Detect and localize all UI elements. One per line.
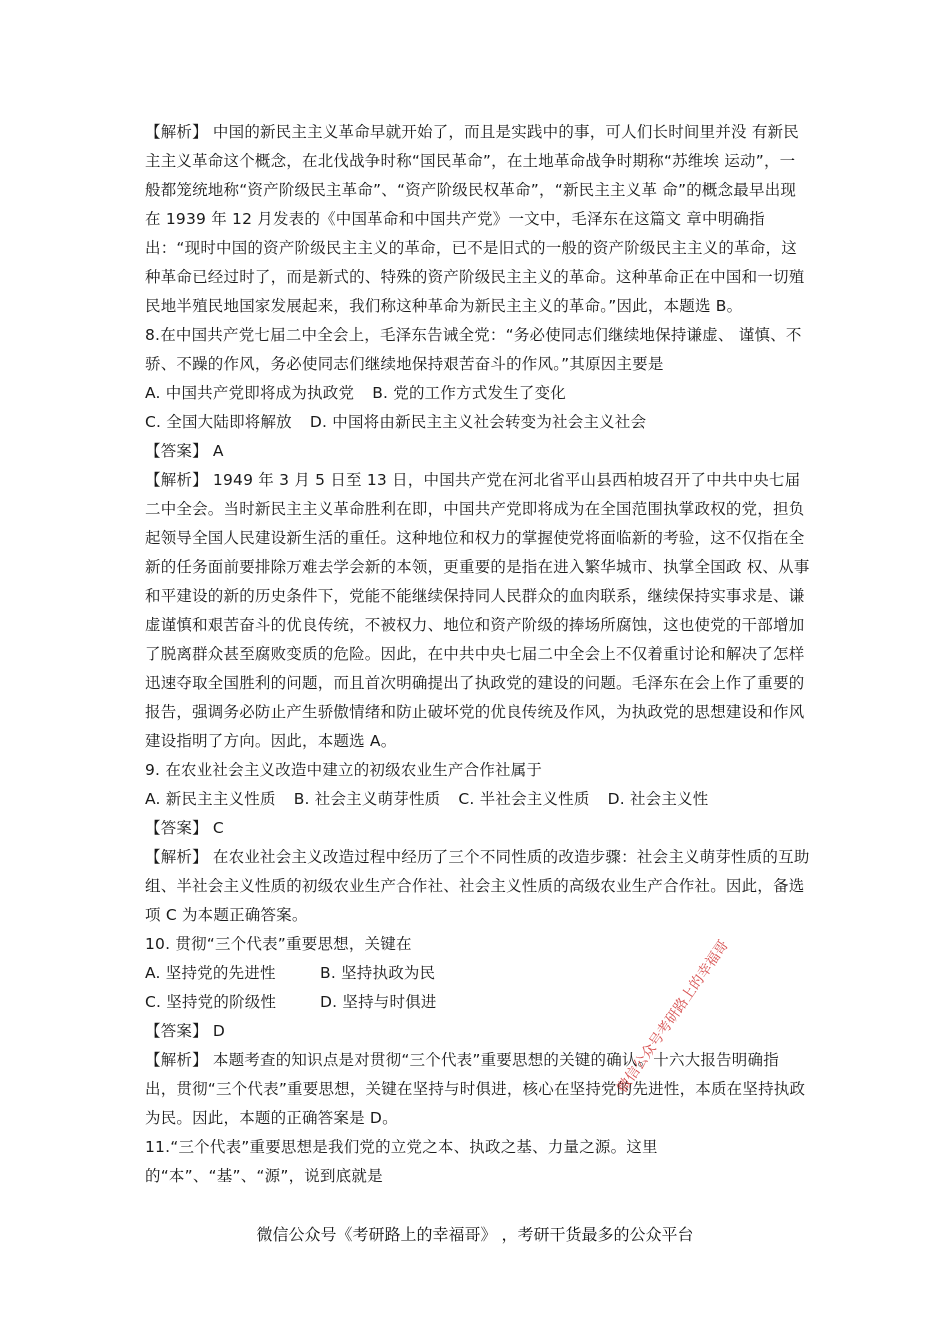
q8-options-row-1 xyxy=(145,379,810,408)
q9-option-b: B. 社会主义萌芽性质 xyxy=(293,790,441,808)
q8-option-b: B. 党的工作方式发生了变化 xyxy=(372,384,566,402)
q10-answer: 【答案】 D xyxy=(145,1022,226,1040)
q9-options-row xyxy=(145,785,810,814)
q8-analysis: 【解析】 1949 年 3 月 5 日至 13 日，中国共产党在河北省平山县西柏坡召开了中共中央七届 二中全会。当时新民主主义革命胜利在即，中国共产党即将成为在全国范围执掌政权的党，担负起领导全国人民建设新生活的重任。这种地位和权力的掌握使党将面临新的考验，这不仅指在全新的任务面前要排除万难去学会新的本领，更重要的是指在进入繁华城市、执掌全国政 权、从事和平建设的新的历史条件下，党能不能继续保持同人民群众的血肉联系，继续保持实事求是、谦虚谨慎和艰苦奋斗的优良传统，不被权力、地位和资产阶级的捧场所腐蚀，这也使党的干部增加了脱离群众甚至腐败变质的危险。因此，在中共中央七届二中全会上不仅着重讨论和解决了怎样迅速夺取全国胜利的问题，而且首次明确提出了执政党的建设的问题。毛泽东在会上作了重要的报告，强调务必防止产生骄傲情绪和防止破坏党的优良传统及作风，为执政党的思想建设和作风建设指明了方向。因此，本题选 A。 xyxy=(145,471,810,750)
q10-option-c: C. 坚持党的阶级性 xyxy=(145,993,277,1011)
q8-question: 8.在中国共产党七届二中全会上，毛泽东告诫全党：“务必使同志们继续地保持谦虚、 谨慎、不骄、不躁的作风，务必使同志们继续地保持艰苦奋斗的作风。”其原因主要是 xyxy=(145,326,802,373)
q10-analysis: 【解析】 本题考查的知识点是对贯彻“三个代表”重要思想的关键的确认。十六大报告明确指出，贯彻“三个代表”重要思想，关键在坚持与时俱进，核心在坚持党的先进性，本质在坚持执政为民。因此，本题的正确答案是 D。 xyxy=(145,1051,806,1127)
q8-answer: 【答案】 A xyxy=(145,442,224,460)
q10-option-d: D. 坚持与时俱进 xyxy=(320,993,437,1011)
q10-options-row-2 xyxy=(145,988,810,1017)
watermark: 微信公众号考研路上的幸福哥 xyxy=(614,937,732,1096)
q9-answer: 【答案】 C xyxy=(145,819,224,837)
q7-analysis: 【解析】 中国的新民主主义革命早就开始了，而且是实践中的事，可人们长时间里并没 有新民主主义革命这个概念，在北伐战争时称“国民革命”，在土地革命战争时期称“苏维埃 运动”，一般都笼统地称“资产阶级民主革命”、“资产阶级民权革命”，“新民主主义革 命”的概念最早出现在 1939 年 12 月发表的《中国革命和中国共产党》一文中，毛泽东在这篇文 章中明确指出：“现时中国的资产阶级民主主义的革命，已不是旧式的一般的资产阶级民主主义的革命，这种革命已经过时了，而是新式的、特殊的资产阶级民主主义的革命。这种革命正在中国和一切殖民地半殖民地国家发展起来，我们称这种革命为新民主主义的革命。”因此，本题选 B。 xyxy=(145,123,805,315)
document-body xyxy=(145,118,810,1191)
q9-question: 9. 在农业社会主义改造中建立的初级农业生产合作社属于 xyxy=(145,761,543,779)
q10-question: 10. 贯彻“三个代表”重要思想，关键在 xyxy=(145,935,412,953)
page-footer: 微信公众号《考研路上的幸福哥》 ，考研干货最多的公众平台 xyxy=(256,1225,694,1244)
q8-option-d: D. 中国将由新民主主义社会转变为社会主义社会 xyxy=(309,413,647,431)
q8-option-a: A. 中国共产党即将成为执政党 xyxy=(145,384,355,402)
q11-question: 11.“三个代表”重要思想是我们党的立党之本、执政之基、力量之源。这里的“本”、“基”、“源”，说到底就是 xyxy=(145,1138,658,1185)
q8-option-c: C. 全国大陆即将解放 xyxy=(145,413,292,431)
q9-option-c: C. 半社会主义性质 xyxy=(458,790,590,808)
q8-options-row-2 xyxy=(145,408,810,437)
q9-analysis: 【解析】 在农业社会主义改造过程中经历了三个不同性质的改造步骤：社会主义萌芽性质的互助组、半社会主义性质的初级农业生产合作社、社会主义性质的高级农业生产合作社。因此，备选项 C 为本题正确答案。 xyxy=(145,848,810,924)
q9-option-d: D. 社会主义性 xyxy=(607,790,709,808)
q9-option-a: A. 新民主主义性质 xyxy=(145,790,276,808)
q10-option-b: B. 坚持执政为民 xyxy=(320,964,436,982)
q10-option-a: A. 坚持党的先进性 xyxy=(145,964,276,982)
